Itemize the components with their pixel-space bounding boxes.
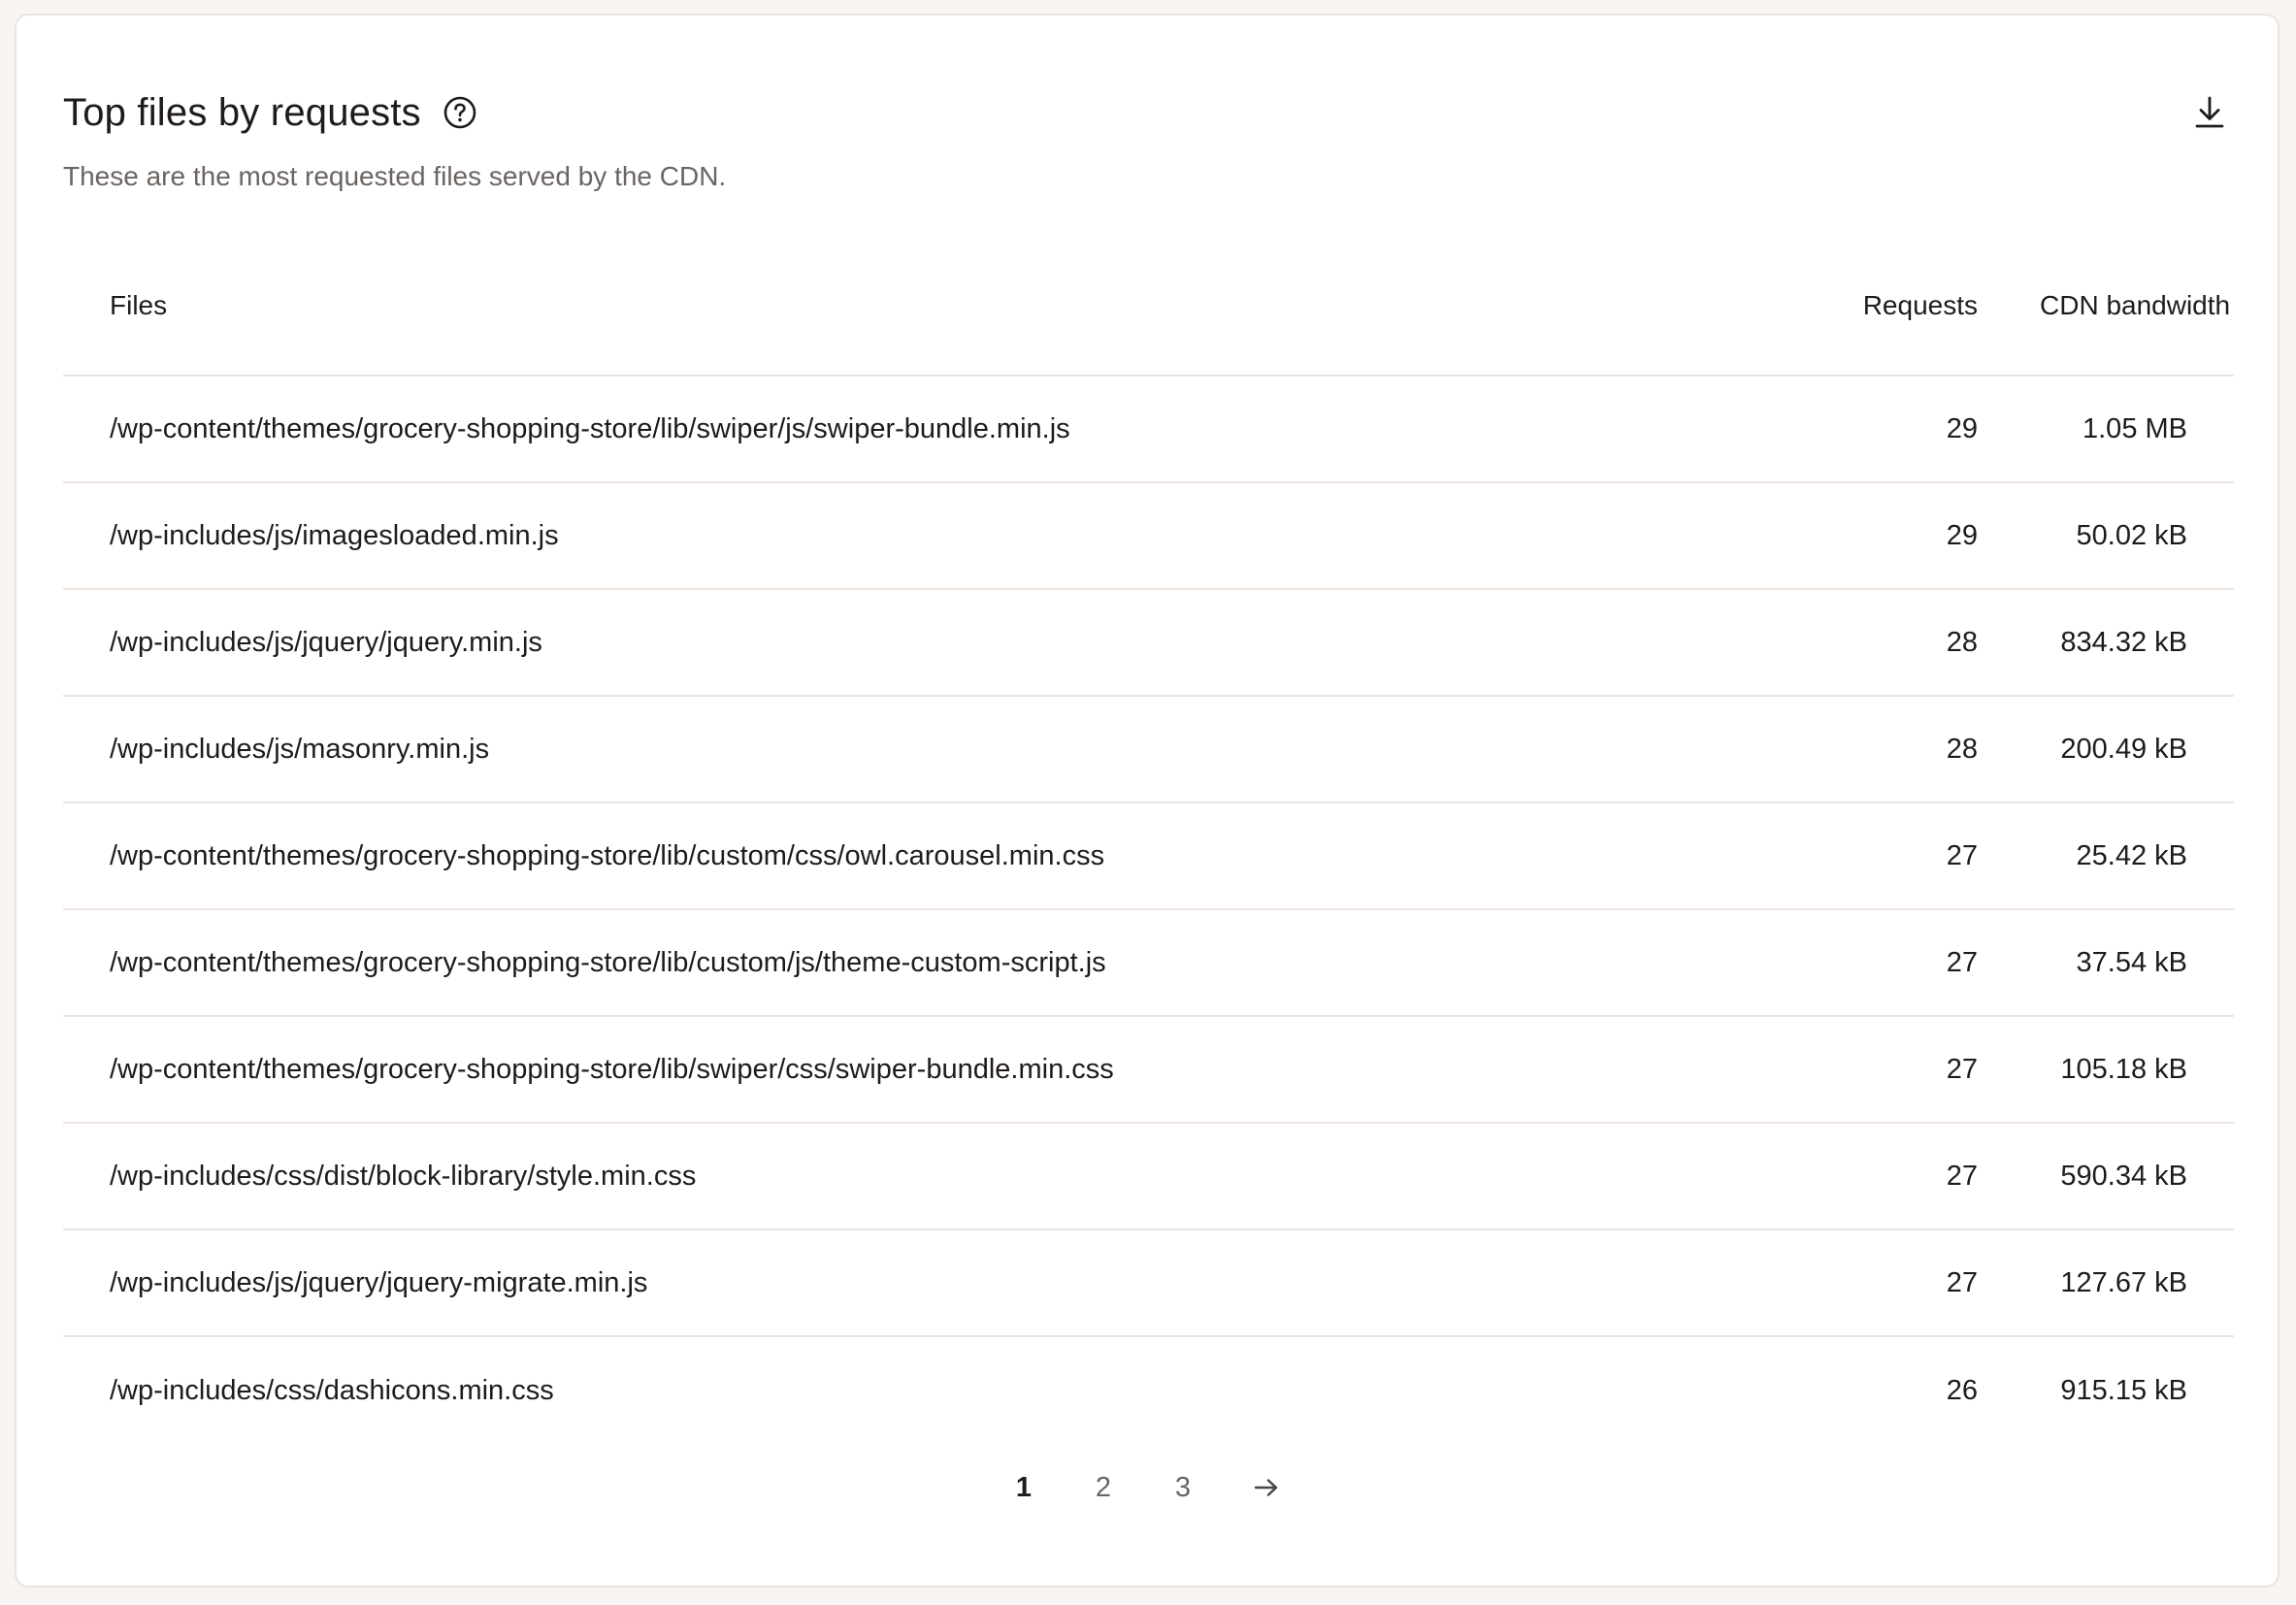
table-row [63,1017,2234,1124]
request-count: 27 [1946,946,1978,978]
request-count: 29 [1946,412,1978,444]
file-path: /wp-content/themes/grocery-shopping-store/lib/custom/js/theme-custom-script.js [110,946,1106,978]
bandwidth-value: 1.05 MB [2083,412,2187,444]
file-path: /wp-content/themes/grocery-shopping-store/lib/swiper/js/swiper-bundle.min.js [110,412,1070,444]
file-path: /wp-includes/js/jquery/jquery-migrate.min.js [110,1266,648,1298]
table-row [63,697,2234,803]
file-path: /wp-includes/js/jquery/jquery.min.js [110,626,542,658]
card-header [63,74,2231,151]
bandwidth-value: 50.02 kB [2076,519,2187,551]
bandwidth-value: 105.18 kB [2060,1053,2187,1085]
table-header [63,237,2234,377]
table-row [63,803,2234,910]
bandwidth-value: 25.42 kB [2076,839,2187,871]
next-page-button[interactable] [1223,1461,1310,1514]
header-requests[interactable]: Requests [1862,290,1978,320]
header-bandwidth[interactable]: CDN bandwidth [2040,290,2231,320]
page-2-button[interactable]: 2 [1095,1471,1112,1503]
page-3-button[interactable]: 3 [1174,1471,1192,1503]
header-files[interactable]: Files [110,290,168,320]
download-button[interactable] [2188,91,2231,134]
file-path: /wp-content/themes/grocery-shopping-store/lib/custom/css/owl.carousel.min.css [110,839,1105,871]
request-count: 29 [1946,519,1978,551]
page-1-button[interactable]: 1 [1015,1471,1033,1503]
request-count: 28 [1946,626,1978,658]
bandwidth-value: 200.49 kB [2060,733,2187,765]
table-row [63,590,2234,697]
help-icon[interactable] [443,95,477,130]
request-count: 26 [1946,1374,1978,1406]
bandwidth-value: 834.32 kB [2060,626,2187,658]
request-count: 28 [1946,733,1978,765]
arrow-right-icon [1254,1477,1279,1498]
table-row [63,1124,2234,1230]
card-subtitle: These are the most requested files served by the CDN. [63,161,727,191]
file-path: /wp-includes/js/masonry.min.js [110,733,490,765]
bandwidth-value: 127.67 kB [2060,1266,2187,1298]
table-row [63,1337,2234,1444]
top-files-card [15,14,2280,1588]
table-row [63,483,2234,590]
request-count: 27 [1946,1160,1978,1192]
files-table [63,237,2234,1444]
request-count: 27 [1946,1266,1978,1298]
card-title: Top files by requests [63,90,421,134]
bandwidth-value: 590.34 kB [2060,1160,2187,1192]
table-row [63,377,2234,483]
table-row [63,1230,2234,1337]
title-row [63,74,2231,151]
request-count: 27 [1946,1053,1978,1085]
file-path: /wp-includes/css/dist/block-library/style.min.css [110,1160,697,1192]
file-path: /wp-includes/js/imagesloaded.min.js [110,519,559,551]
request-count: 27 [1946,839,1978,871]
file-path: /wp-includes/css/dashicons.min.css [110,1374,554,1406]
bandwidth-value: 915.15 kB [2060,1374,2187,1406]
pagination [16,1461,2278,1514]
download-icon [2194,95,2225,130]
file-path: /wp-content/themes/grocery-shopping-store/lib/swiper/css/swiper-bundle.min.css [110,1053,1114,1085]
table-row [63,910,2234,1017]
bandwidth-value: 37.54 kB [2076,946,2187,978]
